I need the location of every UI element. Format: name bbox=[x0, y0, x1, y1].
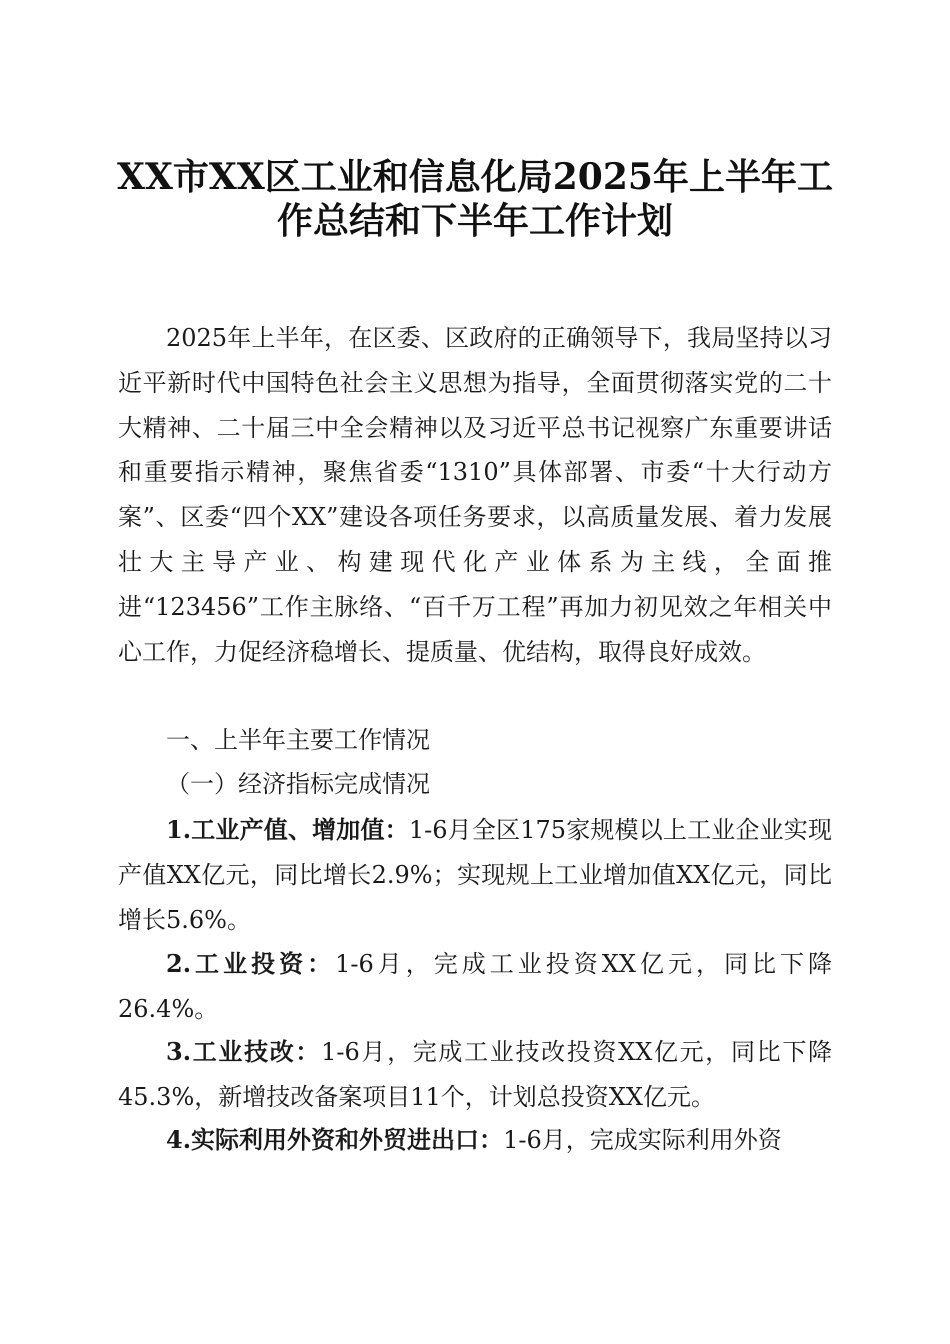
item-label-2: 2.工业投资： bbox=[166, 949, 336, 978]
subsection-1-heading: （一）经济指标完成情况 bbox=[166, 770, 430, 798]
item-text-3: 1-6月，完成工业技改投资XX亿元，同比下降45.3%，新增技改备案项目11个，计划总投资XX亿元。 bbox=[118, 1038, 832, 1111]
item-text-4: 1-6月，完成实际利用外资 bbox=[503, 1126, 782, 1154]
item-paragraph-4 bbox=[118, 1118, 832, 1163]
item-text-2: 1-6月，完成工业投资XX亿元，同比下降26.4%。 bbox=[118, 950, 832, 1023]
item-label-3: 3.工业技改： bbox=[166, 1037, 322, 1066]
item-label-1: 1.工业产值、增加值： bbox=[166, 815, 409, 844]
item-paragraph-1 bbox=[118, 808, 832, 942]
item-paragraph-2 bbox=[118, 942, 832, 1032]
item-paragraph-3 bbox=[118, 1030, 832, 1120]
section-1-heading: 一、上半年主要工作情况 bbox=[166, 726, 430, 754]
document-title-line-1: XX市XX区工业和信息化局2025年上半年工 bbox=[117, 156, 833, 198]
document-title-line-2: 作总结和下半年工作计划 bbox=[276, 200, 673, 242]
item-text-1: 1-6月全区175家规模以上工业企业实现产值XX亿元，同比增长2.9%；实现规上工业增加值XX亿元，同比增长5.6%。 bbox=[118, 816, 832, 934]
item-label-4: 4.实际利用外资和外贸进出口： bbox=[166, 1125, 504, 1154]
intro-paragraph: 2025年上半年，在区委、区政府的正确领导下，我局坚持以习近平新时代中国特色社会主义思想为指导，全面贯彻落实党的二十大精神、二十届三中全会精神以及习近平总书记视察广东重要讲话和重要指示精神，聚焦省委“1310”具体部署、市委“十大行动方案”、区委“四个XX”建设各项任务要求，以高质量发展、着力发展壮大主导产业、构建现代化产业体系为主线，全面推进“123456”工作主脉络、“百千万工程”再加力初见效之年相关中心工作，力促经济稳增长、提质量、优结构，取得良好成效。 bbox=[118, 324, 832, 666]
